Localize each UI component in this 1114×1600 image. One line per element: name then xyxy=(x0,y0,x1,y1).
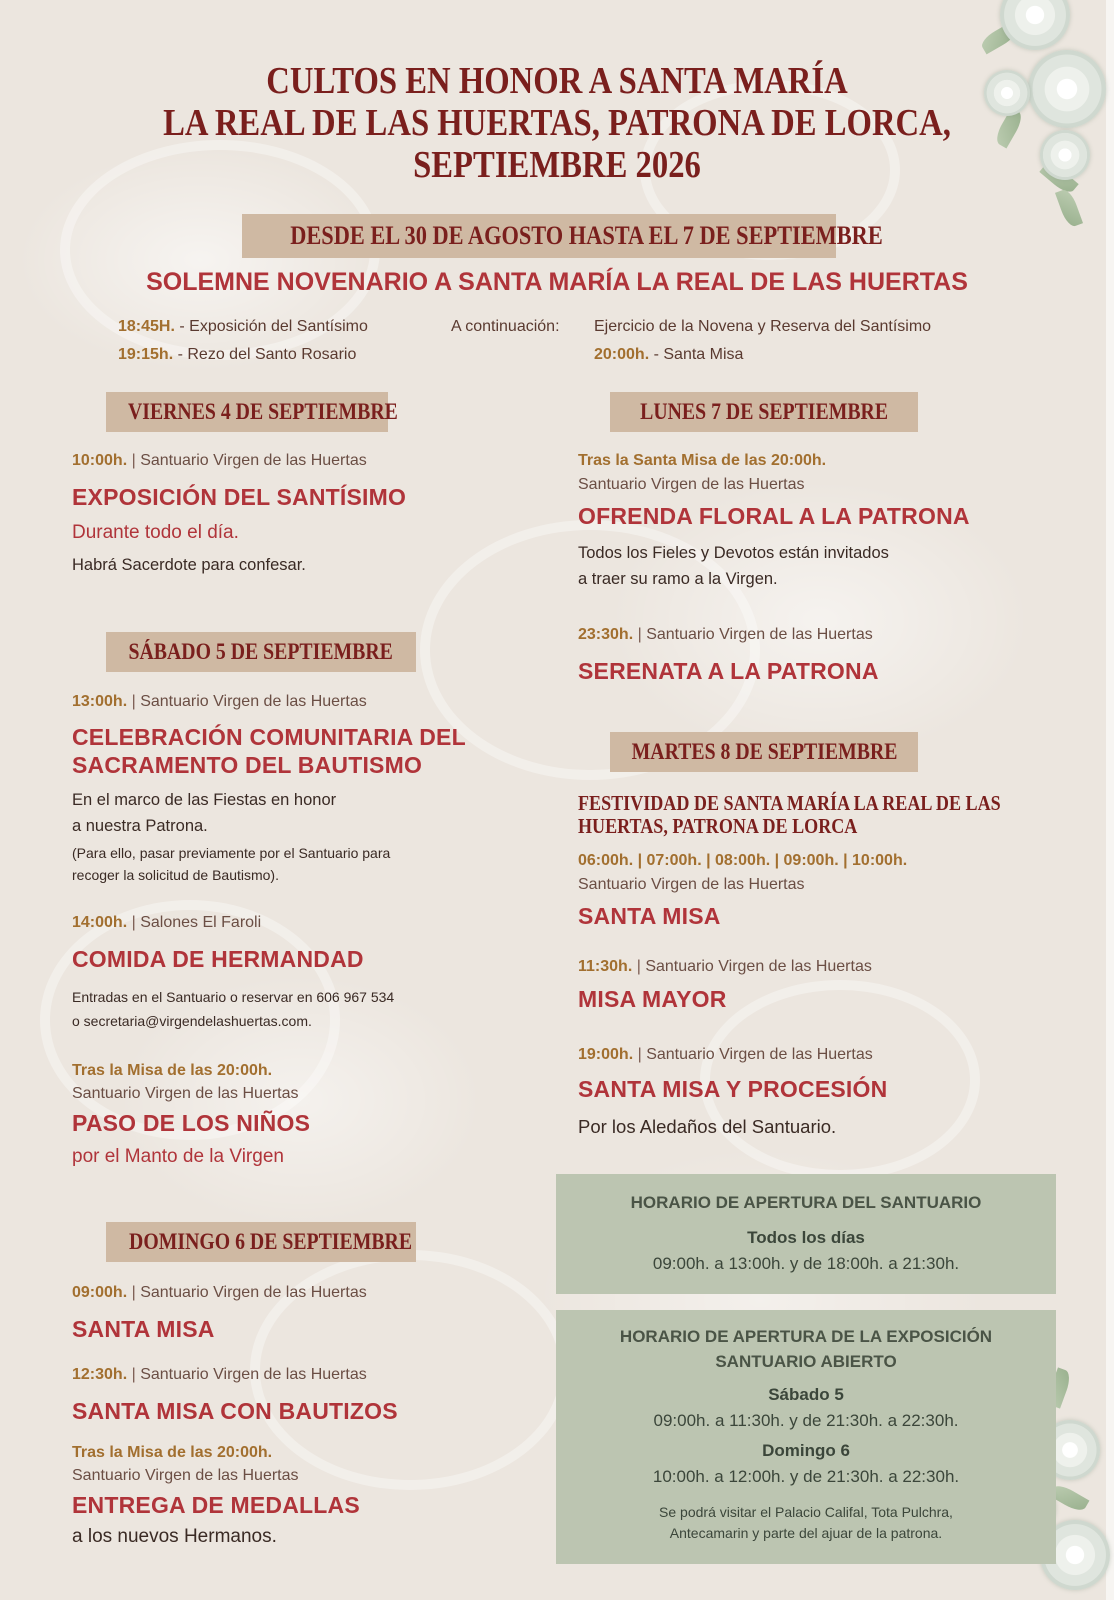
box-label: Todos los días xyxy=(747,1228,865,1247)
event-small-note xyxy=(72,842,390,886)
event-time-venue xyxy=(72,1284,367,1302)
body-line: a traer su ramo a la Virgen. xyxy=(578,570,778,588)
event-time: 09:00h. xyxy=(72,1284,128,1301)
event-time: 14:00h. xyxy=(72,914,128,931)
festivity-title xyxy=(578,792,1008,838)
event-time: 13:00h. xyxy=(72,693,128,710)
event-title: SANTA MISA xyxy=(578,903,721,929)
event-time-venue xyxy=(72,693,367,711)
event-venue: Santuario Virgen de las Huertas xyxy=(140,1284,367,1301)
day-band-label: VIERNES 4 DE SEPTIEMBRE xyxy=(127,399,398,424)
novena-activity: - Santa Misa xyxy=(653,346,744,363)
event-subtitle: por el Manto de la Virgen xyxy=(72,1146,284,1167)
event-time-text: Tras la Misa de las 20:00h. xyxy=(72,1444,273,1461)
festivity-line: HUERTAS, PATRONA DE LORCA xyxy=(578,814,858,838)
novena-time: 20:00h. xyxy=(594,346,650,363)
novena-date-text: DESDE EL 30 DE AGOSTO HASTA EL 7 DE SEPTIEMBRE xyxy=(290,221,883,250)
event-venue xyxy=(578,876,805,894)
novena-time: 18:45H. xyxy=(118,318,175,335)
event-title: EXPOSICIÓN DEL SANTÍSIMO xyxy=(72,484,407,510)
event-time: 12:30h. xyxy=(72,1366,128,1383)
event-title: PASO DE LOS NIÑOS xyxy=(72,1110,311,1136)
body-line: En el marco de las Fiestas en honor xyxy=(72,791,337,809)
event-title: COMIDA DE HERMANDAD xyxy=(72,946,364,972)
event-time xyxy=(72,1062,272,1080)
page-title xyxy=(78,60,1036,186)
note-line: recoger la solicitud de Bautismo). xyxy=(72,867,279,883)
event-venue xyxy=(72,1467,299,1485)
event-title: SANTA MISA Y PROCESIÓN xyxy=(578,1076,888,1102)
day-band-domingo xyxy=(106,1222,416,1262)
separator: | xyxy=(131,914,136,931)
separator: | xyxy=(636,958,641,975)
box-hours: 10:00h. a 12:00h. y de 21:30h. a 22:30h. xyxy=(652,1467,960,1486)
novena-left-2 xyxy=(118,346,356,364)
event-title-line: CELEBRACIÓN COMUNITARIA DEL xyxy=(72,724,466,750)
event-venue: Santuario Virgen de las Huertas xyxy=(645,958,872,975)
box-note: Antecamarin y parte del ajuar de la patrona. xyxy=(669,1525,943,1541)
event-venue: Santuario Virgen de las Huertas xyxy=(646,626,873,643)
event-venue-text: Santuario Virgen de las Huertas xyxy=(72,1085,299,1102)
page-edge xyxy=(1106,0,1114,1600)
event-title-line: SACRAMENTO DEL BAUTISMO xyxy=(72,752,423,778)
separator: | xyxy=(637,626,642,643)
box-heading: HORARIO DE APERTURA DEL SANTUARIO xyxy=(630,1193,982,1212)
event-venue: Santuario Virgen de las Huertas xyxy=(140,452,367,469)
box-heading: HORARIO DE APERTURA DE LA EXPOSICIÓN xyxy=(619,1327,993,1346)
box-hours: 09:00h. a 13:00h. y de 18:00h. a 21:30h. xyxy=(652,1254,960,1273)
note-line: o secretaria@virgendelashuertas.com. xyxy=(72,1013,312,1029)
separator: | xyxy=(131,693,136,710)
event-venue-text: Santuario Virgen de las Huertas xyxy=(72,1467,299,1484)
event-venue: Santuario Virgen de las Huertas xyxy=(140,1366,367,1383)
event-venue-text: Santuario Virgen de las Huertas xyxy=(578,476,805,493)
event-time-venue xyxy=(72,1366,367,1384)
event-venue xyxy=(72,1085,299,1103)
exposicion-hours-box xyxy=(556,1310,1056,1564)
event-venue xyxy=(578,476,805,494)
event-time xyxy=(578,452,826,470)
event-time-list: 06:00h. | 07:00h. | 08:00h. | 09:00h. | 10:00h. xyxy=(578,852,908,869)
box-hours: 09:00h. a 11:30h. y de 21:30h. a 22:30h. xyxy=(653,1411,959,1430)
event-venue: Salones El Faroli xyxy=(140,914,262,931)
novena-right-1: Ejercicio de la Novena y Reserva del Santísimo xyxy=(594,318,932,335)
event-note: Habrá Sacerdote para confesar. xyxy=(72,556,306,574)
event-title xyxy=(72,723,552,779)
body-line: a nuestra Patrona. xyxy=(72,817,208,835)
box-heading: SANTUARIO ABIERTO xyxy=(715,1352,897,1371)
box-day: Domingo 6 xyxy=(762,1441,850,1460)
separator: | xyxy=(131,452,136,469)
event-time-venue xyxy=(578,626,873,644)
day-band-martes xyxy=(610,732,918,772)
event-body xyxy=(72,787,336,839)
note-line: (Para ello, pasar previamente por el Santuario para xyxy=(72,845,391,861)
event-title: SERENATA A LA PATRONA xyxy=(578,658,879,684)
event-body: Por los Aledaños del Santuario. xyxy=(578,1116,837,1137)
day-band-label: LUNES 7 DE SEPTIEMBRE xyxy=(640,399,888,424)
body-line: Todos los Fieles y Devotos están invitados xyxy=(578,544,889,562)
note-line: Entradas en el Santuario o reservar en 606 967 534 xyxy=(72,989,395,1005)
event-time-text: Tras la Misa de las 20:00h. xyxy=(72,1062,273,1079)
event-time-venue xyxy=(578,1046,873,1064)
event-venue: Santuario Virgen de las Huertas xyxy=(140,693,367,710)
event-title: OFRENDA FLORAL A LA PATRONA xyxy=(578,503,970,529)
event-time: 10:00h. xyxy=(72,452,128,469)
day-band-lunes xyxy=(610,392,918,432)
event-time: 11:30h. xyxy=(578,958,633,975)
event-time: 19:00h. xyxy=(578,1046,634,1063)
event-time-venue xyxy=(578,958,872,976)
event-time-venue xyxy=(72,914,261,932)
event-body: a los nuevos Hermanos. xyxy=(72,1526,277,1547)
novena-continuation-label: A continuación: xyxy=(451,318,560,335)
novena-time: 19:15h. xyxy=(118,346,174,363)
event-time-text: Tras la Santa Misa de las 20:00h. xyxy=(578,452,827,469)
title-line-3: SEPTIEMBRE 2026 xyxy=(413,144,701,186)
box-day: Sábado 5 xyxy=(768,1385,844,1404)
event-small-note xyxy=(72,985,394,1033)
separator: | xyxy=(131,1366,136,1383)
event-title: MISA MAYOR xyxy=(578,986,727,1012)
novena-right-2 xyxy=(594,346,743,364)
event-subtitle: Durante todo el día. xyxy=(72,522,239,543)
novena-left-1 xyxy=(118,318,368,336)
title-line-1: CULTOS EN HONOR A SANTA MARÍA xyxy=(266,60,848,102)
event-title: SANTA MISA CON BAUTIZOS xyxy=(72,1398,398,1424)
day-band-viernes xyxy=(106,392,398,432)
event-title: SANTA MISA xyxy=(72,1316,215,1342)
event-times xyxy=(578,852,907,870)
event-time-venue xyxy=(72,452,367,470)
festivity-line: FESTIVIDAD DE SANTA MARÍA LA REAL DE LAS xyxy=(578,791,1001,815)
day-band-label: SÁBADO 5 DE SEPTIEMBRE xyxy=(128,639,394,664)
novena-activity: - Rezo del Santo Rosario xyxy=(177,346,357,363)
box-note: Se podrá visitar el Palacio Califal, Tota Pulchra, xyxy=(659,1504,953,1520)
event-time xyxy=(72,1444,272,1462)
event-venue-text: Santuario Virgen de las Huertas xyxy=(578,876,805,893)
santuario-hours-box xyxy=(556,1174,1056,1294)
novena-date-band xyxy=(242,214,883,258)
separator: | xyxy=(637,1046,642,1063)
day-band-label: MARTES 8 DE SEPTIEMBRE xyxy=(631,739,898,764)
event-body xyxy=(578,540,889,592)
event-title: ENTREGA DE MEDALLAS xyxy=(72,1492,360,1518)
title-line-2: LA REAL DE LAS HUERTAS, PATRONA DE LORCA, xyxy=(163,102,951,144)
event-time: 23:30h. xyxy=(578,626,634,643)
separator: | xyxy=(131,1284,136,1301)
day-band-label: DOMINGO 6 DE SEPTIEMBRE xyxy=(129,1229,413,1254)
novena-title: SOLEMNE NOVENARIO A SANTA MARÍA LA REAL DE LAS HUERTAS xyxy=(146,268,968,296)
day-band-sabado xyxy=(106,632,416,672)
novena-activity: - Exposición del Santísimo xyxy=(179,318,368,335)
event-venue: Santuario Virgen de las Huertas xyxy=(646,1046,873,1063)
